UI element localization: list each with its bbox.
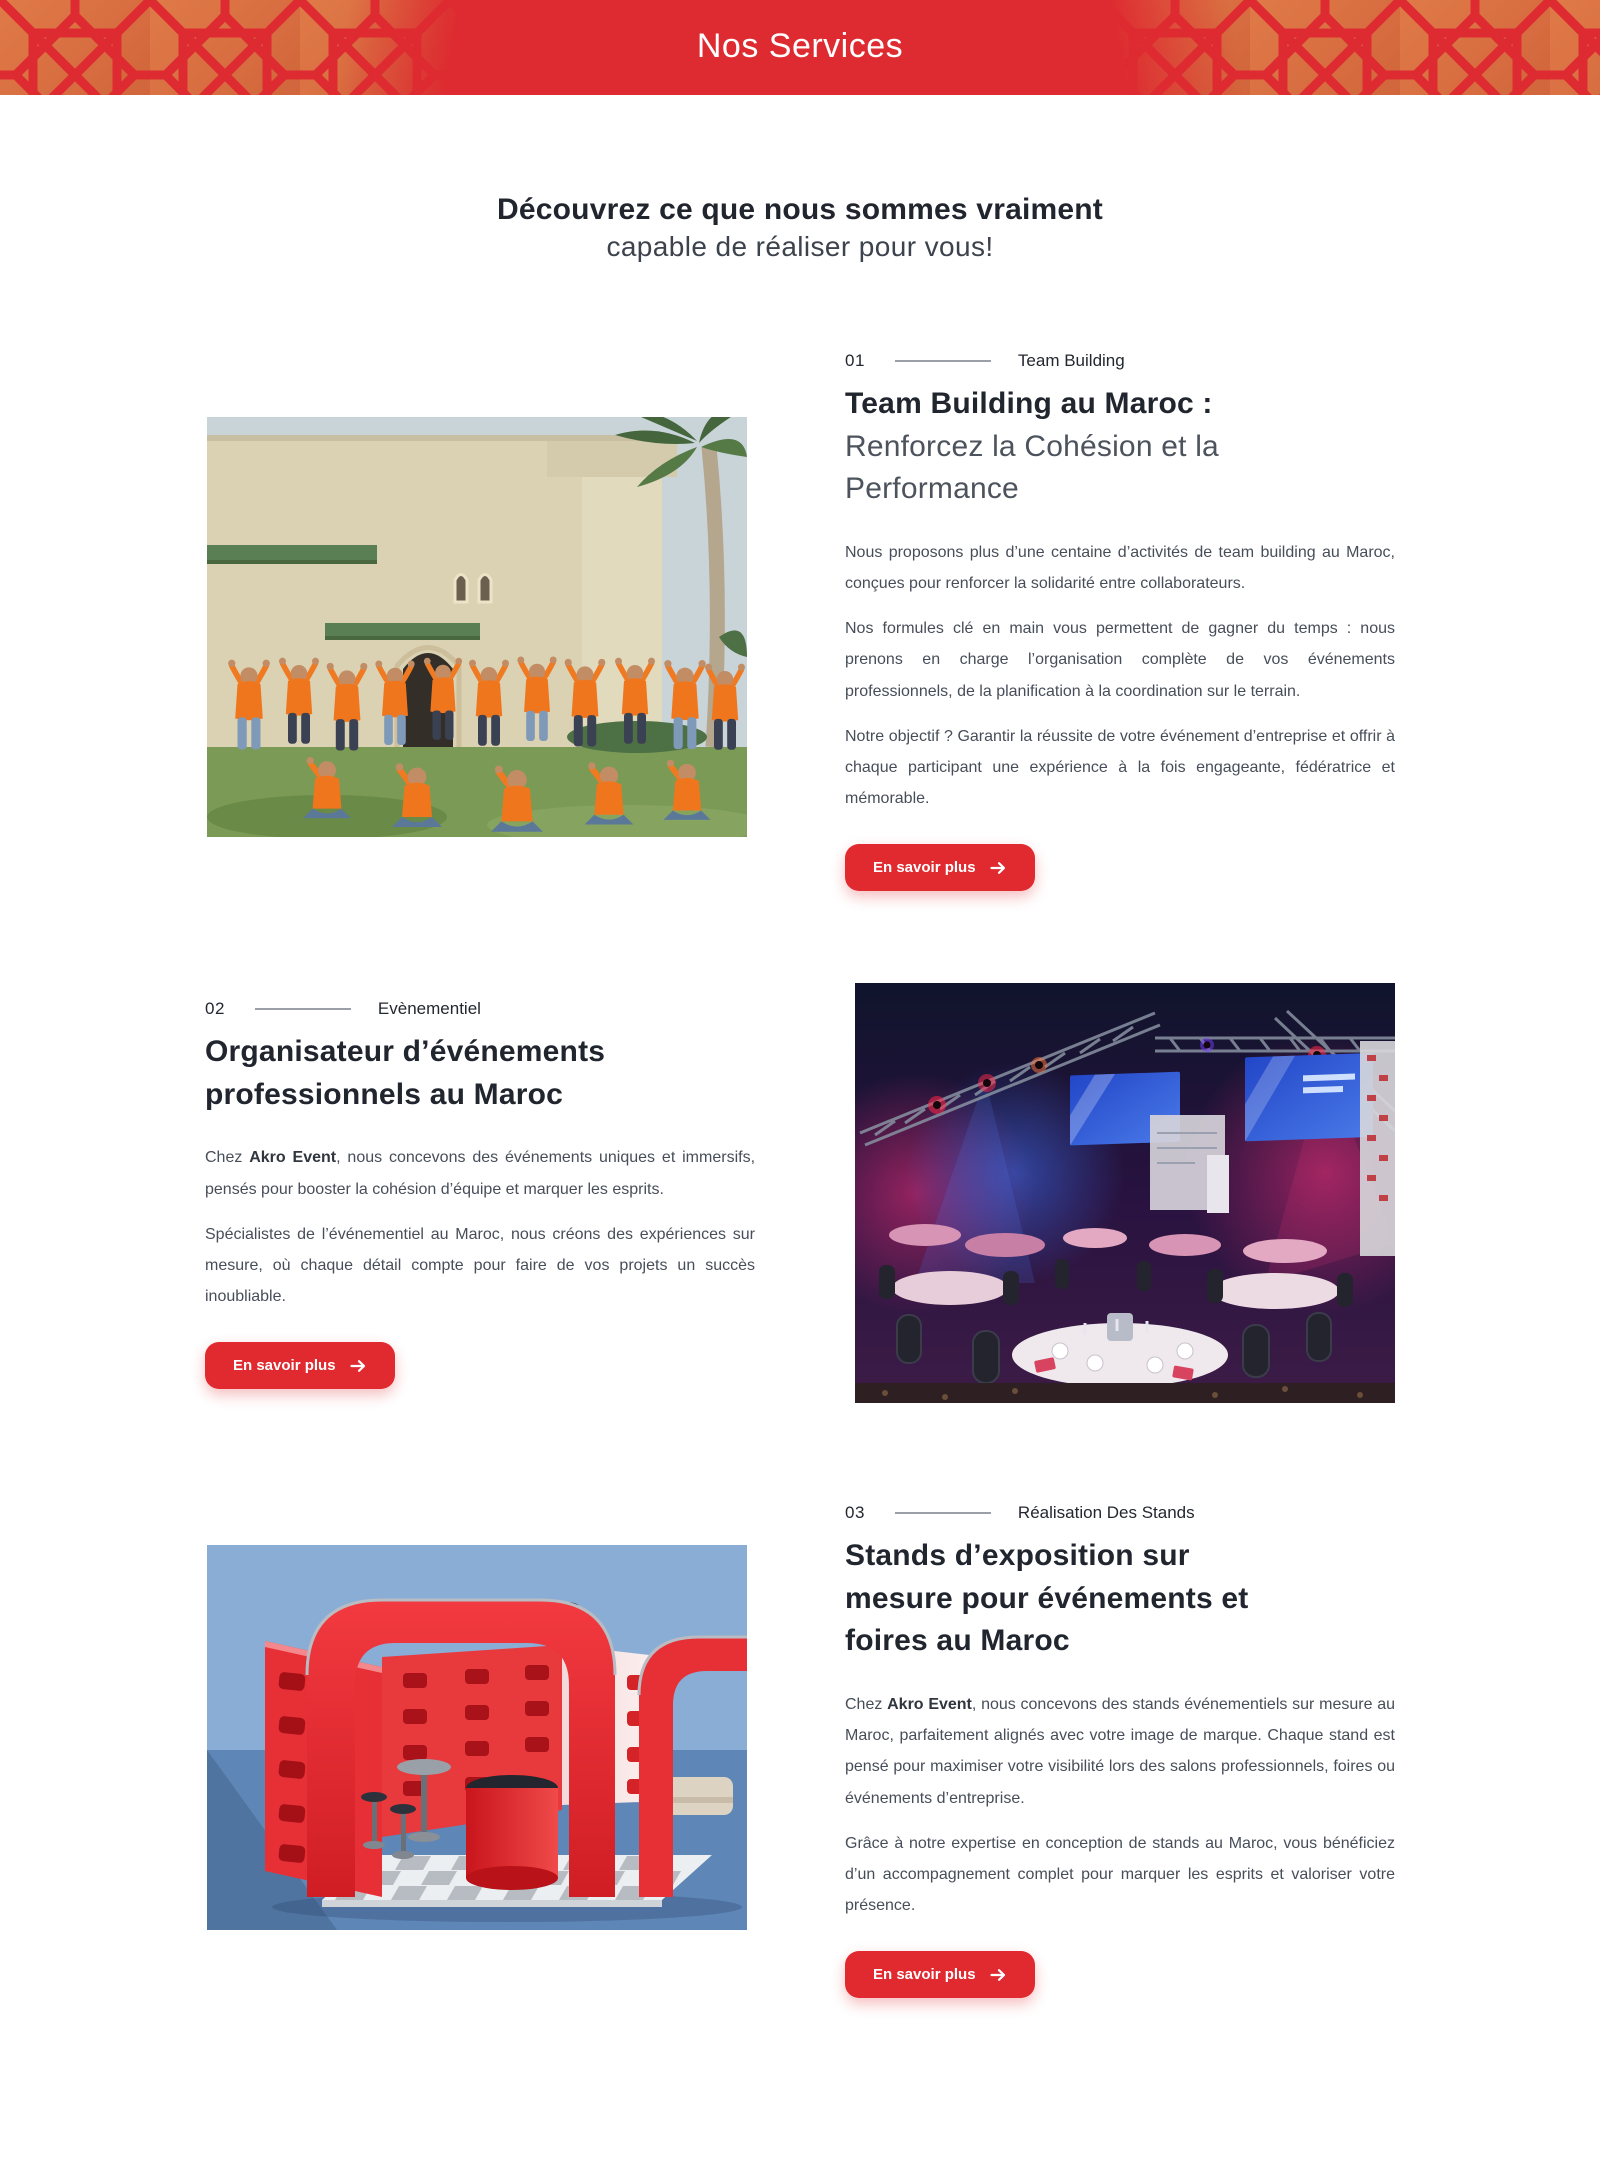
service-paragraph: Chez Akro Event, nous concevons des événements uniques et immersifs, pensés pour booster la cohésion d’équipe et marquer les esprits.: [205, 1149, 756, 1198]
learn-more-button[interactable]: En savoir plus: [205, 1342, 395, 1389]
service-heading: Organisateur d’événements professionnels au Maroc: [205, 1035, 606, 1111]
service-label: [205, 999, 755, 1019]
service-paragraph: Notre objectif ? Garantir la réussite de votre événement d’entreprise et offrir à chaque participant une expérience à la fois engageante, fédératrice et mémorable.: [845, 727, 1395, 808]
service-paragraph: Nos formules clé en main vous permettent de gagner du temps : nous prenons en charge l’organisation complète de vos événements professionnels, de la planification à la coordination sur le terrain.: [845, 620, 1395, 700]
intro-heading: Découvrez ce que nous sommes vraiment: [497, 193, 1103, 226]
intro-heading-block: [0, 193, 1600, 263]
service-section-stands: [205, 1503, 1395, 1998]
service-label: [845, 351, 1395, 371]
exhibition-stand-render: [207, 1545, 745, 1930]
page-title: Nos Services: [696, 26, 904, 65]
service-category: Réalisation Des Stands: [1017, 1503, 1195, 1523]
service-category: Evènementiel: [377, 999, 481, 1019]
service-divider-line: [895, 360, 991, 362]
service-divider-line: [255, 1008, 351, 1010]
service-section-evenementiel: [205, 983, 1395, 1403]
gala-dinner-photo: [855, 983, 1395, 1403]
service-number: 03: [845, 1503, 865, 1523]
brand-name: Akro Event: [249, 1149, 337, 1167]
service-paragraph: Nous proposons plus d’une centaine d’activités de team building au Maroc, conçues pour renforcer la solidarité entre collaborateurs.: [845, 543, 1395, 592]
service-number: 02: [205, 999, 225, 1019]
service-section-team-building: [205, 351, 1395, 891]
service-label: [845, 1503, 1395, 1523]
arrow-right-icon: [990, 860, 1007, 876]
arrow-right-icon: [990, 1967, 1007, 1983]
service-paragraph: Chez Akro Event, nous concevons des stands événementiels sur mesure au Maroc, parfaitement alignés avec votre image de marque. Chaque stand est pensé pour maximiser votre visibilité lors des salons professionnels, foires ou événements d’entreprise.: [845, 1696, 1396, 1807]
service-heading: Stands d’exposition sur mesure pour événements et foires au Maroc: [845, 1539, 1249, 1658]
service-category: Team Building: [1017, 351, 1125, 370]
service-paragraph: Grâce à notre expertise en conception de stands au Maroc, vous bénéficiez d’un accompagnement complet pour marquer les esprits et valoriser votre présence.: [845, 1834, 1395, 1915]
learn-more-button[interactable]: En savoir plus: [845, 1951, 1035, 1998]
service-heading: Team Building au Maroc : Renforcez la Cohésion et la Performance: [845, 387, 1219, 506]
team-building-photo: [207, 417, 745, 837]
header-banner: [0, 0, 1600, 95]
arrow-right-icon: [350, 1358, 367, 1374]
service-number: 01: [845, 351, 865, 370]
service-divider-line: [895, 1512, 991, 1514]
brand-name: Akro Event: [887, 1696, 972, 1714]
intro-subheading: capable de réaliser pour vous!: [606, 231, 994, 262]
service-paragraph: Spécialistes de l’événementiel au Maroc, nous créons des expériences sur mesure, où chaque détail compte pour faire de vos projets un succès inoubliable.: [205, 1225, 755, 1306]
learn-more-button[interactable]: En savoir plus: [845, 844, 1035, 891]
